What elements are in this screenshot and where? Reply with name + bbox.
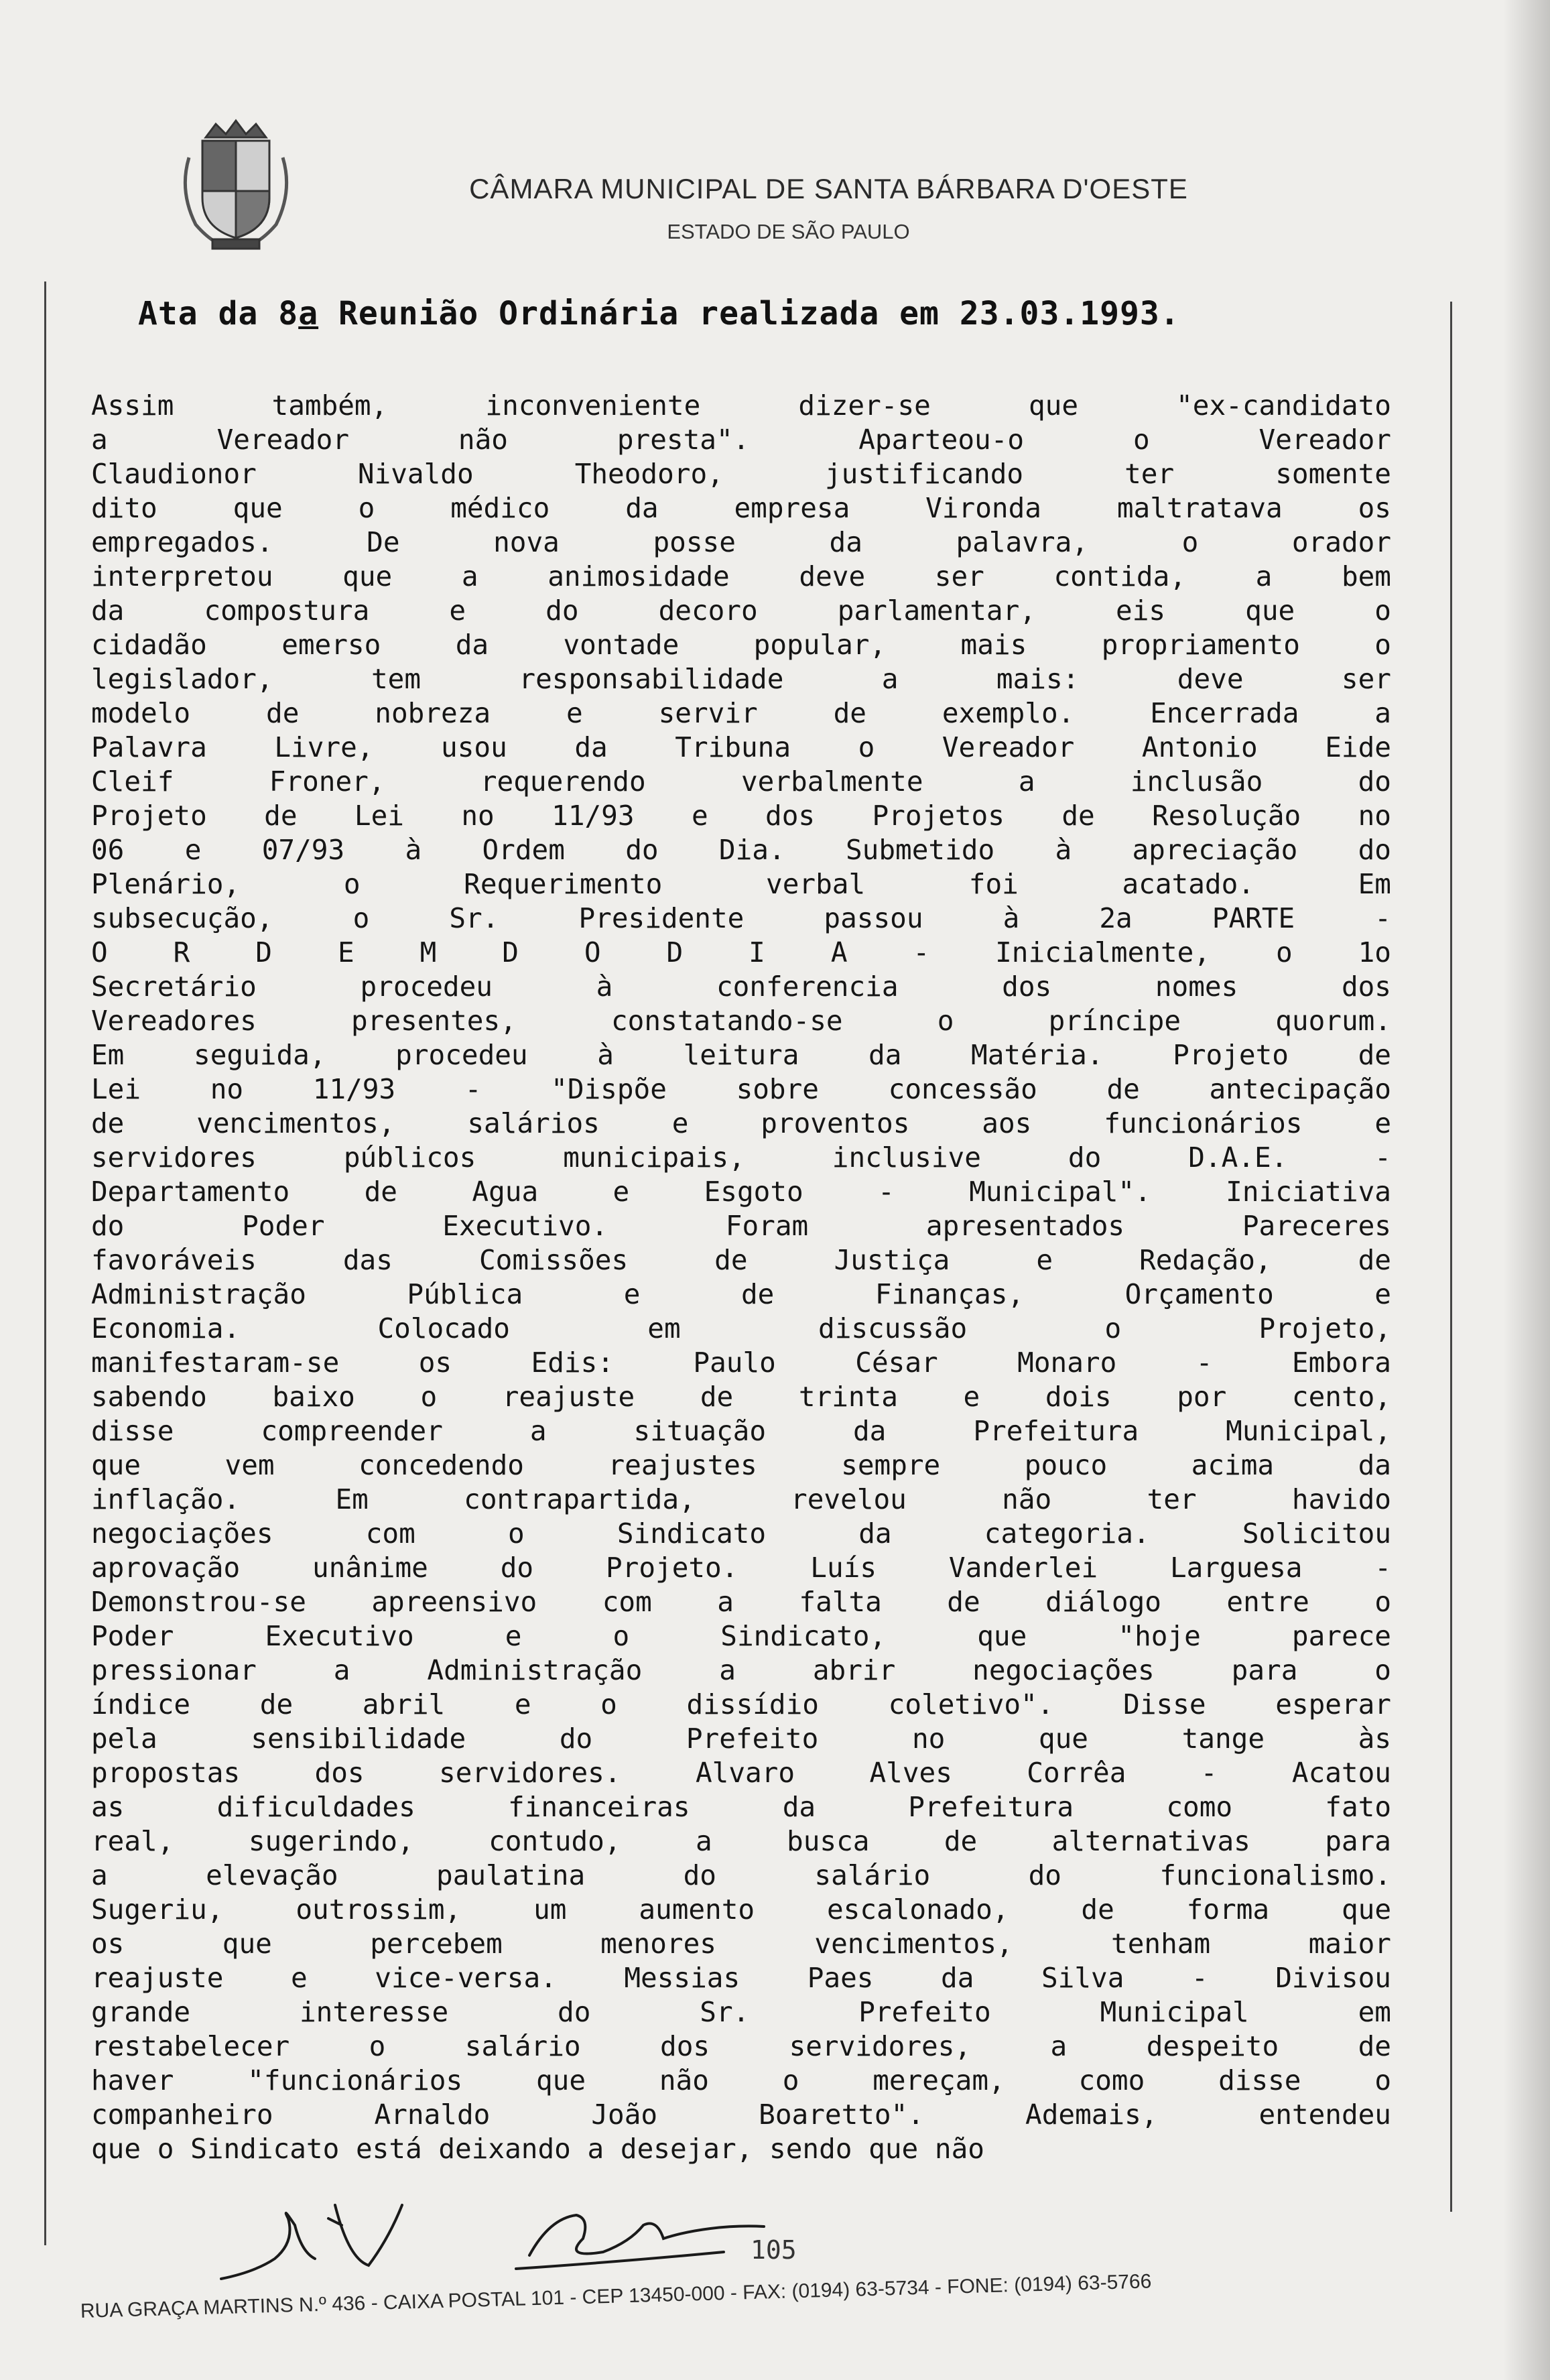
state-name: ESTADO DE SÃO PAULO <box>667 220 910 243</box>
minutes-line: de vencimentos, salários e proventos aos funcionários e <box>91 1107 1391 1139</box>
minutes-line: Sugeriu, outrossim, um aumento escalonado, de forma que <box>91 1893 1391 1926</box>
minutes-line: Economia. Colocado em discussão o Projeto, <box>91 1312 1391 1344</box>
document-title <box>138 295 1180 332</box>
minutes-line: companheiro Arnaldo João Boaretto". Ademais, entendeu <box>91 2099 1391 2131</box>
minutes-line: cidadão emerso da vontade popular, mais propriamento o <box>91 629 1391 661</box>
minutes-line: do Poder Executivo. Foram apresentados Pareceres <box>91 1210 1391 1242</box>
minutes-line: real, sugerindo, contudo, a busca de alternativas para <box>91 1825 1391 1857</box>
minutes-line: Vereadores presentes, constatando-se o príncipe quorum. <box>91 1005 1391 1037</box>
minutes-line: empregados. De nova posse da palavra, o orador <box>91 526 1391 558</box>
minutes-line: os que percebem menores vencimentos, tenham maior <box>91 1928 1391 1960</box>
minutes-line: favoráveis das Comissões de Justiça e Redação, de <box>91 1244 1391 1276</box>
minutes-line: negociações com o Sindicato da categoria. Solicitou <box>91 1517 1391 1550</box>
minutes-line: subsecução, o Sr. Presidente passou à 2a PARTE - <box>91 902 1391 934</box>
minutes-line: inflação. Em contrapartida, revelou não ter havido <box>91 1483 1391 1515</box>
minutes-line: propostas dos servidores. Alvaro Alves Corrêa - Acatou <box>91 1757 1391 1789</box>
minutes-line: índice de abril e o dissídio coletivo". Disse esperar <box>91 1688 1391 1720</box>
minutes-line: Em seguida, procedeu à leitura da Matéria. Projeto de <box>91 1039 1391 1071</box>
title-prefix: Ata da 8 <box>138 295 299 332</box>
minutes-line: Secretário procedeu à conferencia dos nomes dos <box>91 970 1391 1003</box>
minutes-line: aprovação unânime do Projeto. Luís Vanderlei Larguesa - <box>91 1552 1391 1584</box>
minutes-line: manifestaram-se os Edis: Paulo César Monaro - Embora <box>91 1346 1391 1379</box>
minutes-line: modelo de nobreza e servir de exemplo. Encerrada a <box>91 697 1391 729</box>
minutes-line: haver "funcionários que não o mereçam, como disse o <box>91 2064 1391 2096</box>
minutes-line: a Vereador não presta". Aparteou-o o Vereador <box>91 424 1391 456</box>
minutes-line: grande interesse do Sr. Prefeito Municipal em <box>91 1996 1391 2028</box>
footer-address: RUA GRAÇA MARTINS N.º 436 - CAIXA POSTAL 101 - CEP 13450-000 - FAX: (0194) 63-5734 - FONE: (0194) 63-5766 <box>80 2270 1152 2322</box>
minutes-line: da compostura e do decoro parlamentar, eis que o <box>91 594 1391 627</box>
minutes-line: as dificuldades financeiras da Prefeitura como fato <box>91 1791 1391 1823</box>
minutes-line: Poder Executivo e o Sindicato, que "hoje parece <box>91 1620 1391 1652</box>
minutes-line: Administração Pública e de Finanças, Orçamento e <box>91 1278 1391 1310</box>
minutes-line: disse compreender a situação da Prefeitura Municipal, <box>91 1415 1391 1447</box>
minutes-line: dito que o médico da empresa Vironda maltratava os <box>91 492 1391 524</box>
minutes-line: Claudionor Nivaldo Theodoro, justificando ter somente <box>91 458 1391 490</box>
title-suffix: Reunião Ordinária realizada em 23.03.1993. <box>318 295 1180 332</box>
left-margin-rule <box>44 281 46 2245</box>
minutes-line: Departamento de Agua e Esgoto - Municipal". Iniciativa <box>91 1176 1391 1208</box>
institution-name: CÂMARA MUNICIPAL DE SANTA BÁRBARA D'OESTE <box>469 173 1188 204</box>
minutes-line: Cleif Froner, requerendo verbalmente a inclusão do <box>91 765 1391 798</box>
minutes-line: Palavra Livre, usou da Tribuna o Vereador Antonio Eide <box>91 731 1391 763</box>
minutes-line: reajuste e vice-versa. Messias Paes da Silva - Divisou <box>91 1962 1391 1994</box>
minutes-line: a elevação paulatina do salário do funcionalismo. <box>91 1859 1391 1891</box>
minutes-line: legislador, tem responsabilidade a mais: deve ser <box>91 663 1391 695</box>
minutes-line: O R D E M D O D I A - Inicialmente, o 1o <box>91 936 1391 968</box>
minutes-line: Demonstrou-se apreensivo com a falta de diálogo entre o <box>91 1586 1391 1618</box>
minutes-line: pela sensibilidade do Prefeito no que tange às <box>91 1723 1391 1755</box>
minutes-line: Projeto de Lei no 11/93 e dos Projetos de Resolução no <box>91 800 1391 832</box>
minutes-body <box>91 389 1391 2166</box>
minutes-line: Lei no 11/93 - "Dispõe sobre concessão de antecipação <box>91 1073 1391 1105</box>
minutes-line: sabendo baixo o reajuste de trinta e dois por cento, <box>91 1381 1391 1413</box>
minutes-line: interpretou que a animosidade deve ser contida, a bem <box>91 560 1391 592</box>
minutes-line: Plenário, o Requerimento verbal foi acatado. Em <box>91 868 1391 900</box>
minutes-line: pressionar a Administração a abrir negociações para o <box>91 1654 1391 1686</box>
page-edge-shadow <box>1503 0 1550 2380</box>
minutes-line: 06 e 07/93 à Ordem do Dia. Submetido à apreciação do <box>91 834 1391 866</box>
minutes-line: restabelecer o salário dos servidores, a despeito de <box>91 2030 1391 2062</box>
page-number: 105 <box>751 2235 797 2265</box>
right-margin-rule <box>1450 302 1452 2212</box>
minutes-line: Assim também, inconveniente dizer-se que "ex-candidato <box>91 389 1391 422</box>
title-ordinal: a <box>298 295 319 332</box>
minutes-line: servidores públicos municipais, inclusive do D.A.E. - <box>91 1141 1391 1174</box>
minutes-line: que vem concedendo reajustes sempre pouco acima da <box>91 1449 1391 1481</box>
minutes-line: que o Sindicato está deixando a desejar, sendo que não <box>91 2133 984 2165</box>
